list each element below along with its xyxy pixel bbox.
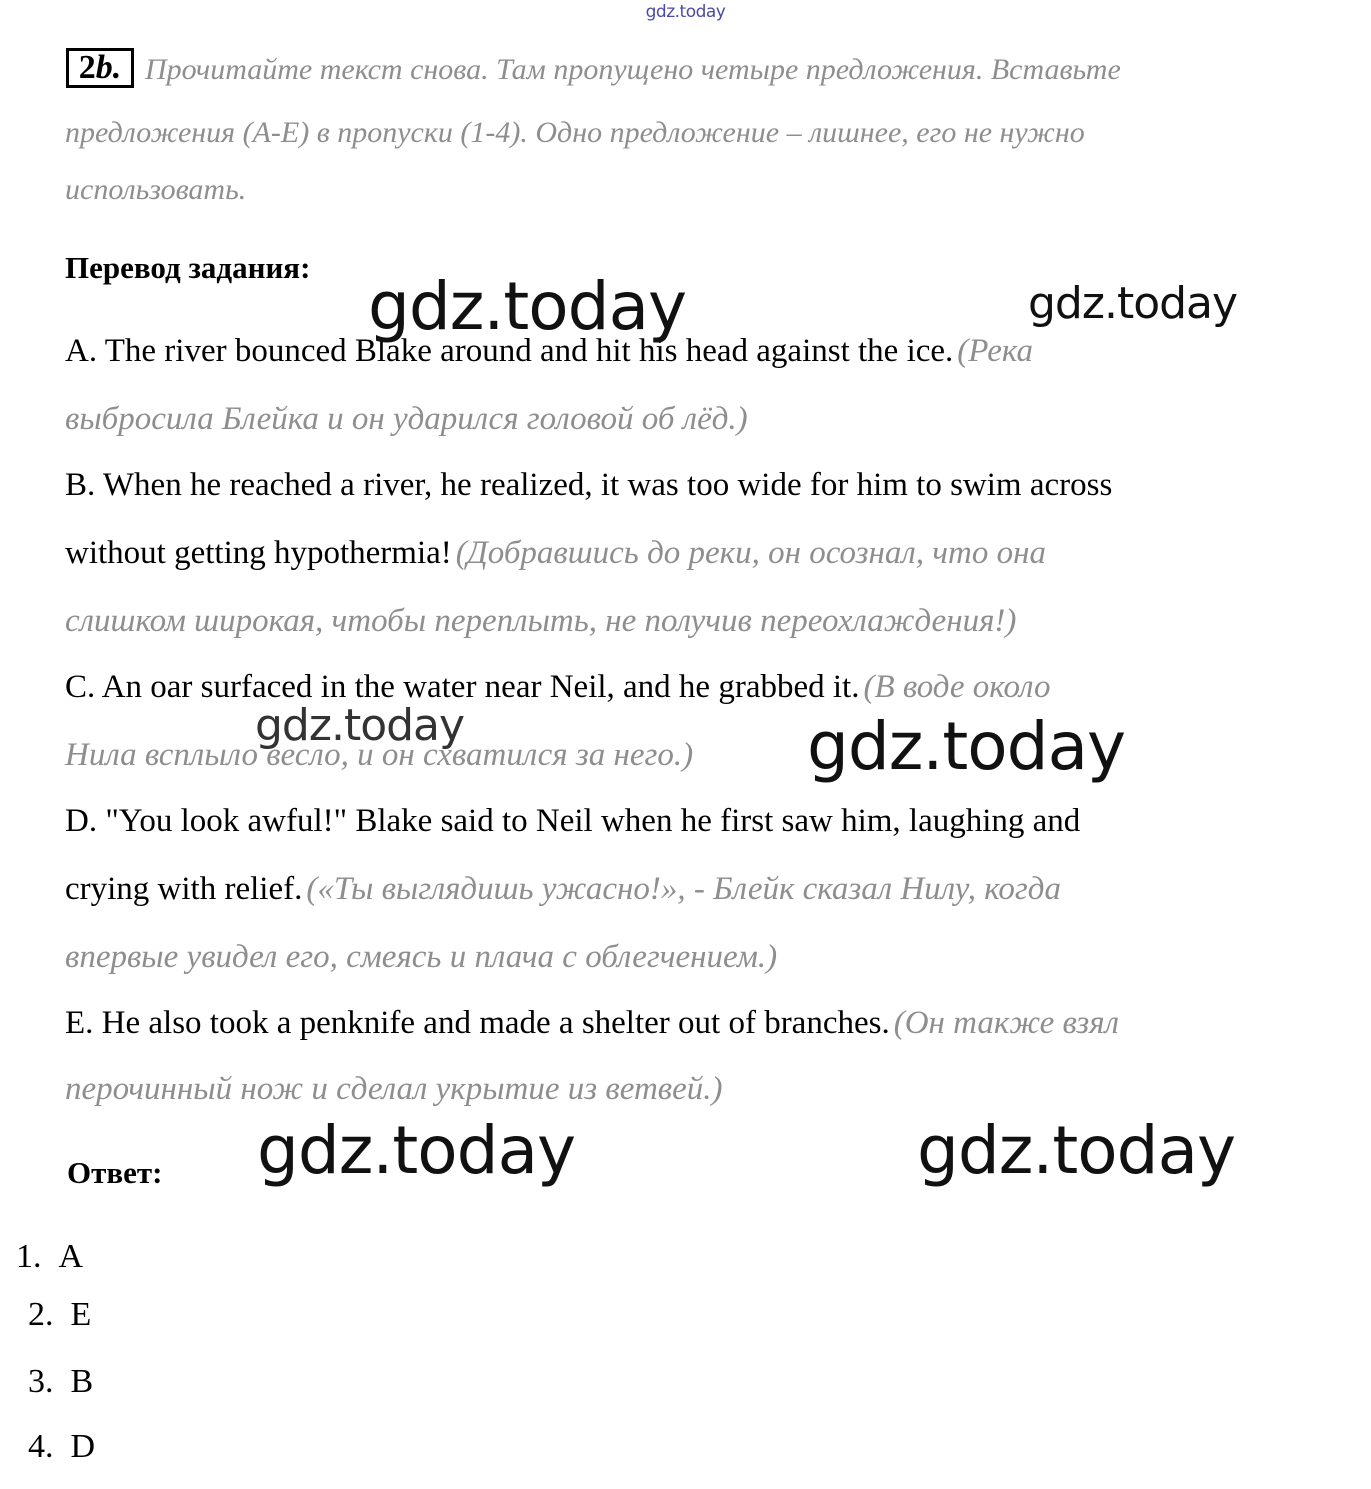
task-number: 2: [78, 49, 96, 86]
item-b-english: B. When he reached a river, he realized, it was too wide for him to swim across: [65, 467, 1113, 503]
translation-heading: Перевод задания:: [65, 250, 311, 285]
item-b-english-cont: without getting hypothermia!: [65, 535, 452, 571]
item-d-english-cont: crying with relief.: [65, 871, 303, 907]
item-d-english: D. "You look awful!" Blake said to Neil when he first saw him, laughing and: [65, 803, 1081, 839]
item-e-english: E. He also took a penknife and made a shelter out of branches.: [65, 1005, 890, 1041]
item-c-line-1: [65, 669, 1050, 706]
item-d-russian-start: («Ты выглядишь ужасно!», - Блейк сказал Нилу, когда: [306, 871, 1061, 907]
instruction-line-3: использовать.: [65, 173, 247, 206]
instruction-line-2: предложения (A-E) в пропуски (1-4). Одно предложение – лишнее, его не нужно: [65, 116, 1085, 149]
task-number-badge: [66, 48, 134, 88]
item-e-line-1: [65, 1005, 1119, 1042]
answer-number: 3.: [28, 1363, 54, 1400]
watermark-3: gdz.today: [255, 700, 465, 751]
item-b-russian-start: (Добравшись до реки, он осознал, что она: [455, 535, 1046, 571]
watermark-4: gdz.today: [807, 708, 1126, 785]
item-d-russian-cont: впервые увидел его, смеясь и плача с облегчением.): [65, 939, 778, 975]
top-watermark: gdz.today: [645, 2, 726, 22]
answer-value: E: [70, 1296, 92, 1333]
item-e-russian-cont: перочинный нож и сделал укрытие из ветвей.): [65, 1071, 723, 1107]
watermark-5: gdz.today: [257, 1112, 576, 1189]
item-a-russian-cont: выбросила Блейка и он ударился головой об лёд.): [65, 401, 748, 437]
instruction-line-1: Прочитайте текст снова. Там пропущено четыре предложения. Вставьте: [145, 53, 1121, 86]
item-b-russian-cont: слишком широкая, чтобы переплыть, не получив переохлаждения!): [65, 603, 1017, 639]
item-e-russian-start: (Он также взял: [893, 1005, 1119, 1041]
answer-value: D: [70, 1428, 96, 1465]
answer-value: A: [58, 1238, 84, 1275]
item-c-russian-start: (В воде около: [863, 669, 1051, 705]
answer-heading: Ответ:: [67, 1155, 163, 1190]
answer-number: 2.: [28, 1296, 54, 1333]
answer-item-3: [28, 1363, 93, 1401]
item-a-english: A. The river bounced Blake around and hit his head against the ice.: [65, 333, 954, 369]
answer-item-4: [28, 1428, 95, 1466]
answer-item-1: [16, 1238, 83, 1276]
item-a-russian-start: (Река: [957, 333, 1033, 369]
item-b-line-2: [65, 535, 1046, 572]
watermark-1: gdz.today: [368, 268, 687, 345]
answer-item-2: [28, 1296, 91, 1334]
task-letter: b.: [95, 49, 122, 86]
answer-number: 1.: [16, 1238, 42, 1275]
answer-number: 4.: [28, 1428, 54, 1465]
item-c-english: C. An oar surfaced in the water near Neil, and he grabbed it.: [65, 669, 860, 705]
item-c-russian-cont: Нила всплыло весло, и он схватился за него.): [65, 737, 694, 773]
watermark-6: gdz.today: [917, 1112, 1236, 1189]
item-d-line-2: [65, 871, 1061, 908]
answer-value: B: [70, 1363, 94, 1400]
watermark-2: gdz.today: [1028, 278, 1238, 329]
